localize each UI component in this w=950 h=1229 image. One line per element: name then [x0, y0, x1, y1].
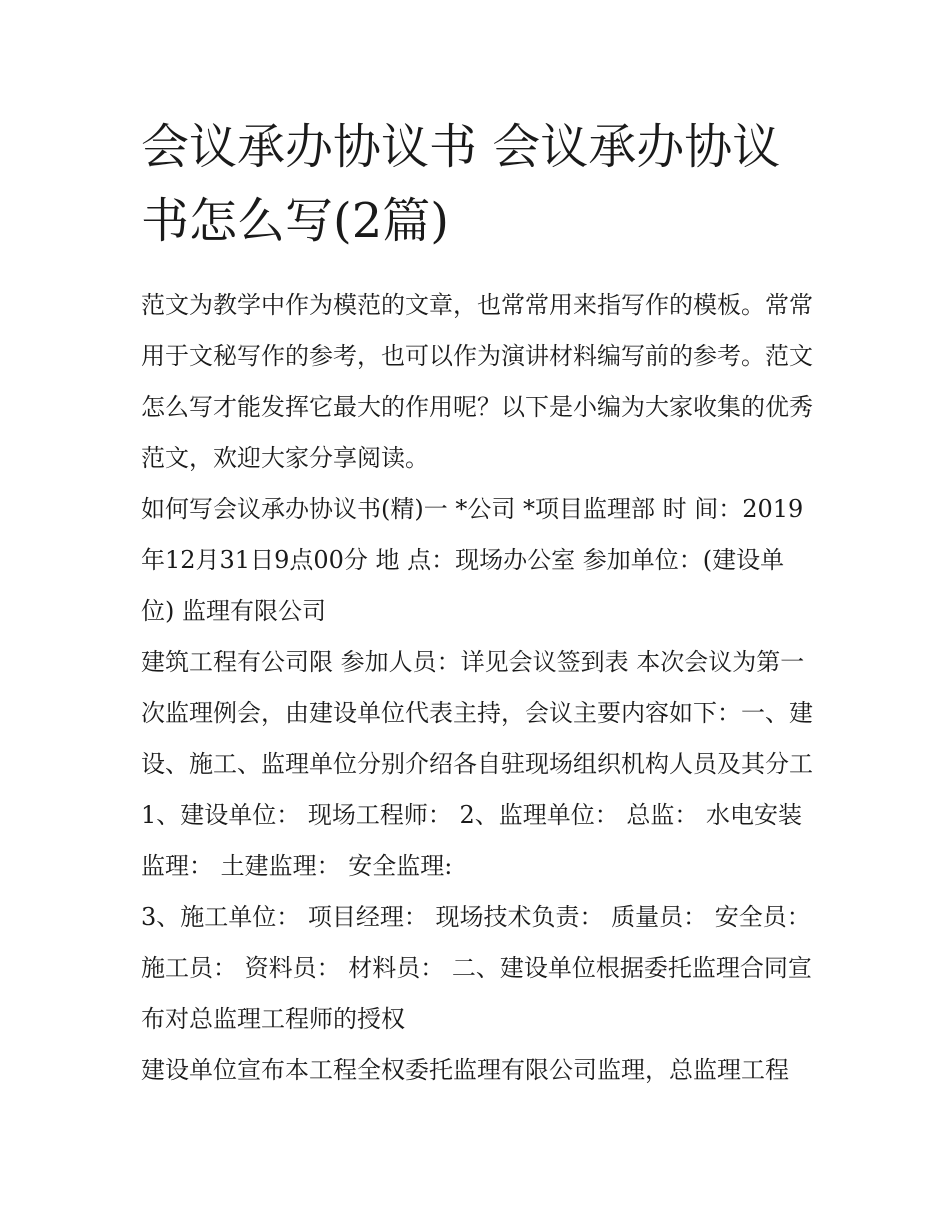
paragraph-intro: 范文为教学中作为模范的文章，也常常用来指写作的模板。常常用于文秘写作的参考，也可以作为演讲材料编写前的参考。范文怎么写才能发挥它最大的作用呢？以下是小编为大家收集的优秀范文，欢迎大家分享阅读。: [141, 291, 813, 472]
paragraph-attendees: 建筑工程有公司限 参加人员：详见会议签到表 本次会议为第一次监理例会，由建设单位代表主持，会议主要内容如下：一、建设、施工、监理单位分别介绍各自驻现场组织机构人员及其分工 1、建设单位： 现场工程师： 2、监理单位： 总监： 水电安装监理： 土建监理： 安全监理:: [141, 648, 813, 880]
paragraph-construction-unit: 3、施工单位： 项目经理： 现场技术负责： 质量员： 安全员： 施工员： 资料员： 材料员： 二、建设单位根据委托监理合同宣布对总监理工程师的授权: [141, 903, 812, 1033]
document-title: 会议承办协议书 会议承办协议书怎么写(2篇): [141, 119, 781, 249]
paragraph-authorization: 建设单位宣布本工程全权委托监理有限公司监理，总监理工程: [141, 1056, 789, 1084]
paragraph-meeting-info: 如何写会议承办协议书(精)一 *公司 *项目监理部 时 间：2019年12月31日9点00分 地 点：现场办公室 参加单位：(建设单位) 监理有限公司: [141, 495, 804, 625]
document-body: [141, 280, 813, 1096]
